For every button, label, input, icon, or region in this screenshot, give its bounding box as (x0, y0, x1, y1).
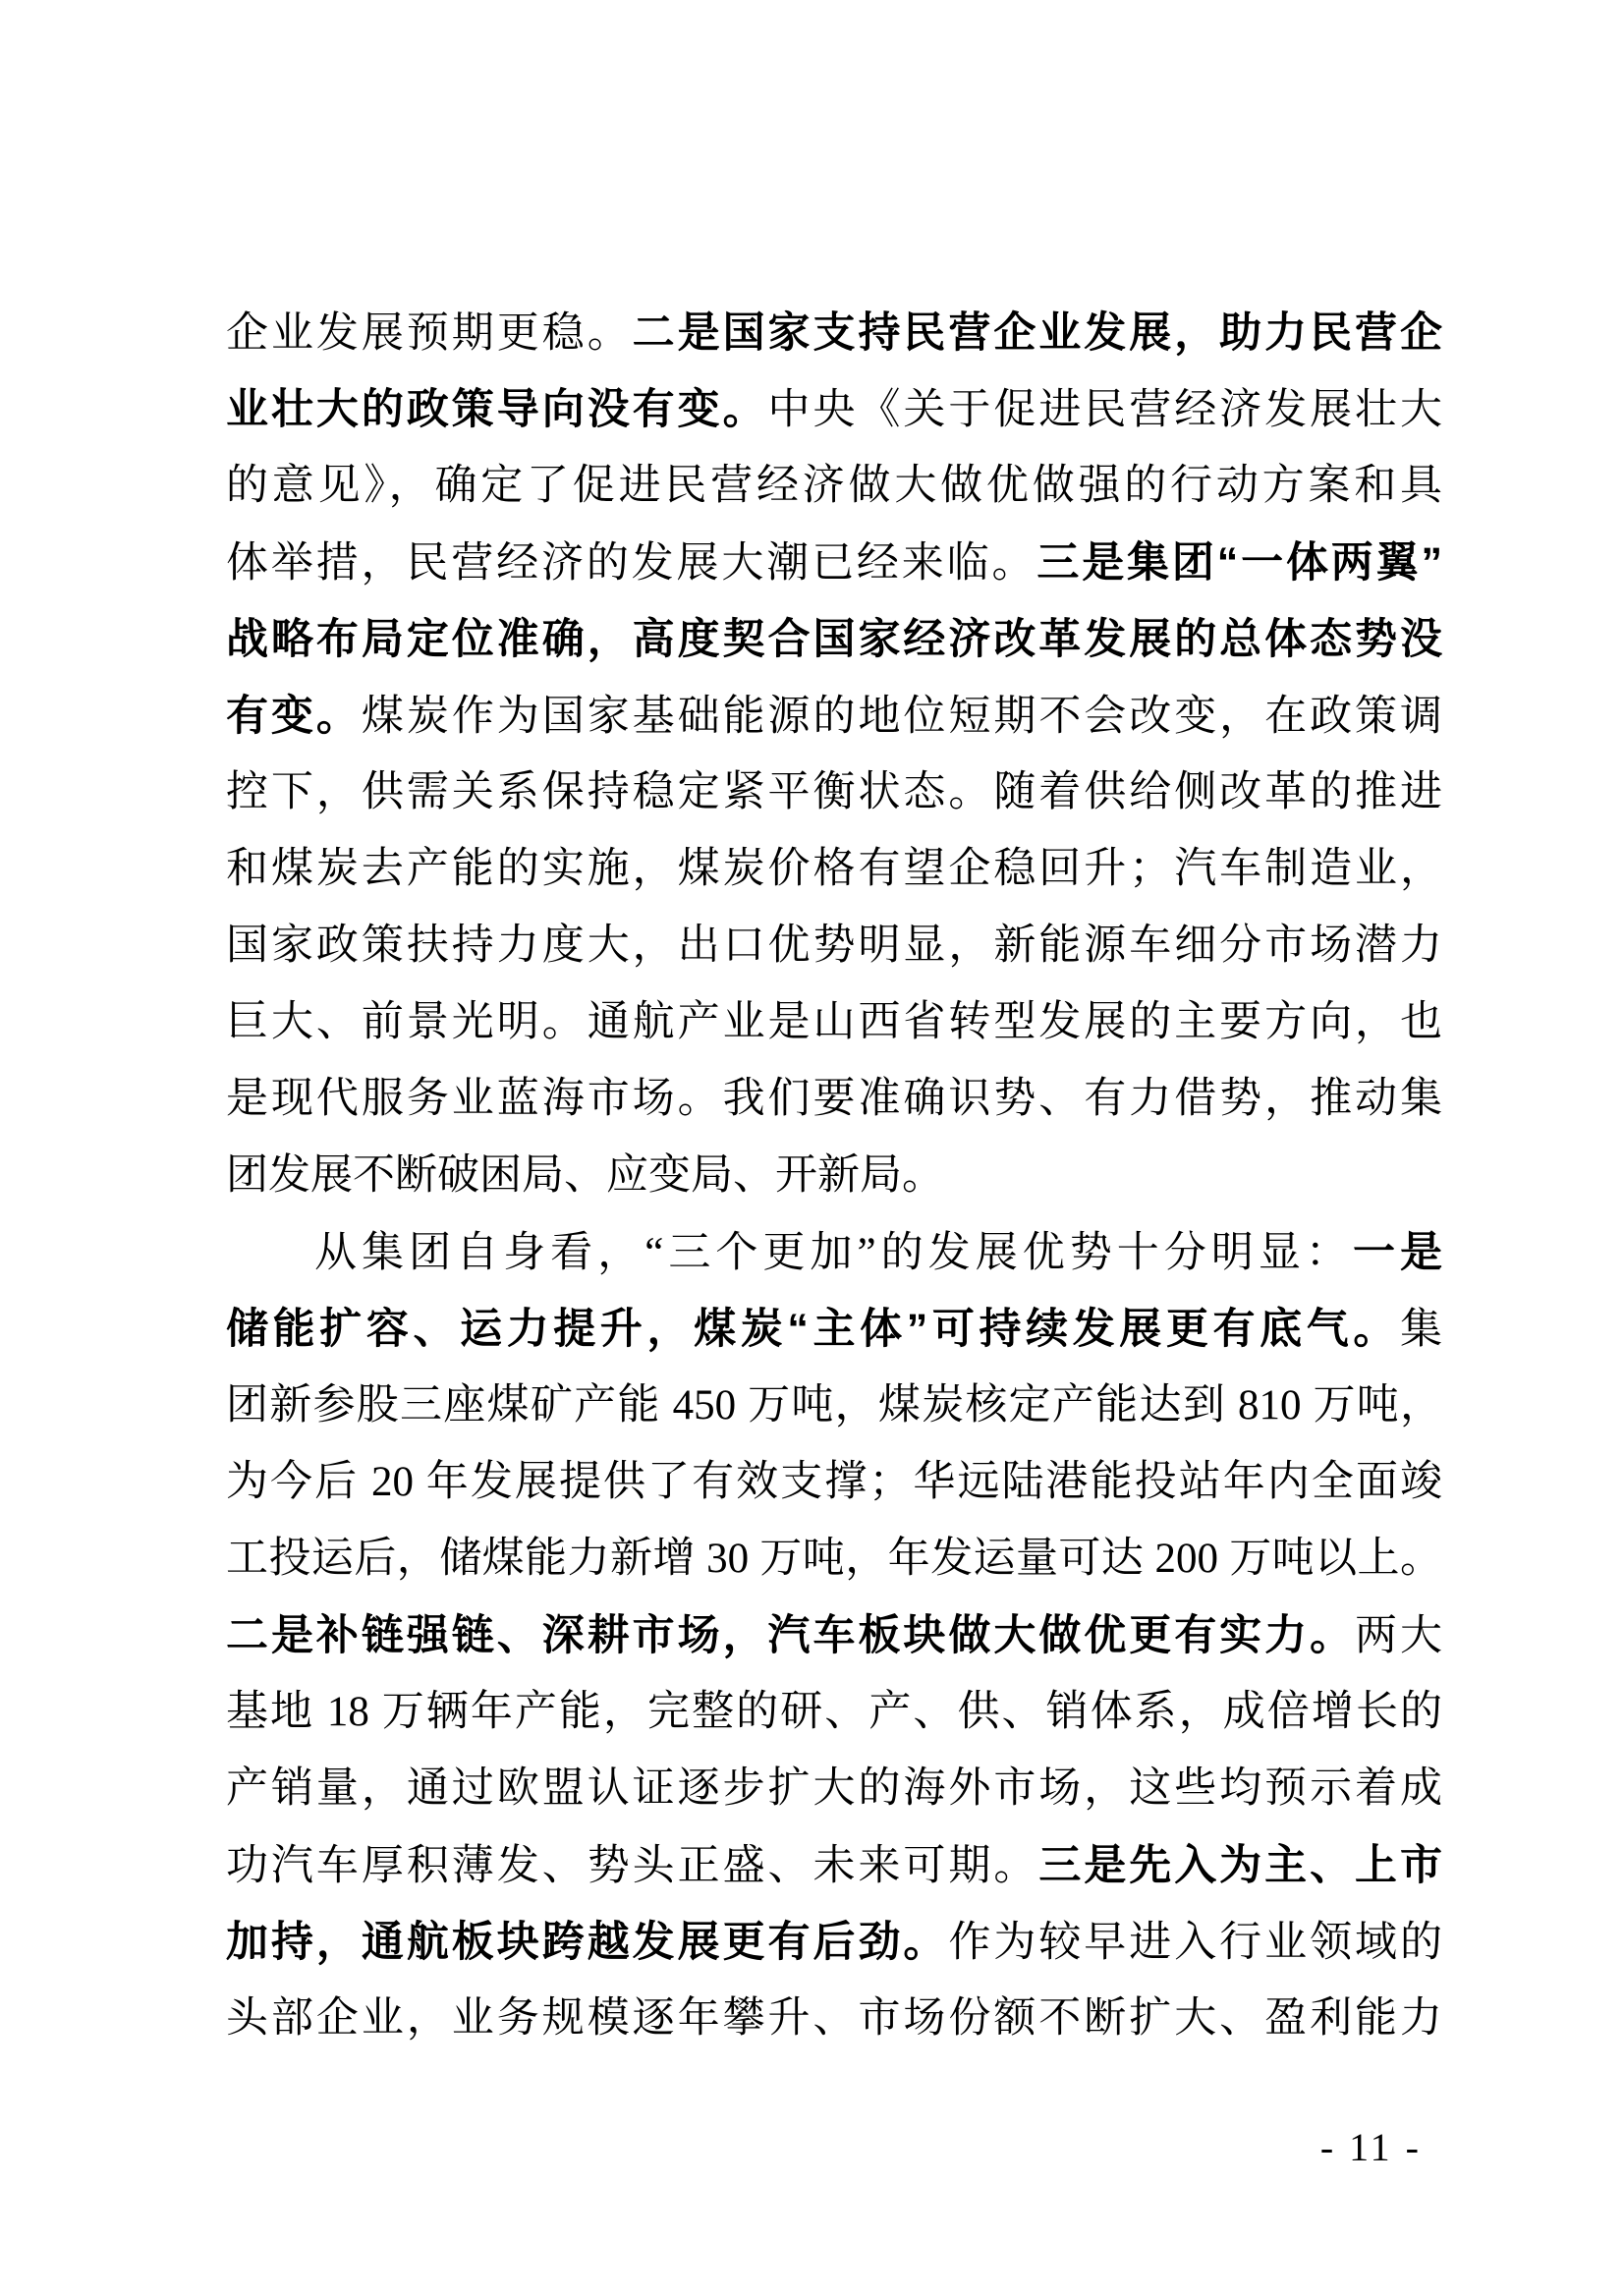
text-segment: 头部企业，业务规模逐年攀升、市场份额不断扩大、盈利能力 (226, 1995, 1442, 2042)
text-line (226, 1751, 1442, 1827)
text-segment: 是现代服务业蓝海市场。我们要准确识势、有力借势，推动集 (226, 1076, 1442, 1122)
text-line (226, 371, 1442, 448)
text-line (226, 1521, 1442, 1597)
text-segment: 作为较早进入行业领域的 (948, 1920, 1442, 1966)
bold-text-segment: 二是国家支持民营企业发展，助力民营企 (632, 309, 1442, 357)
text-line (226, 1061, 1442, 1138)
text-segment: 国家政策扶持力度大，出口优势明显，新能源车细分市场潜力 (226, 923, 1442, 969)
text-line (226, 1291, 1442, 1368)
text-segment: 团发展不断破困局、应变局、开新局。 (226, 1152, 944, 1199)
text-segment: 两大 (1355, 1613, 1442, 1659)
text-line (226, 984, 1442, 1061)
bold-text-segment: 一是 (1352, 1229, 1442, 1276)
text-line (226, 831, 1442, 908)
text-segment: 巨大、前景光明。通航产业是山西省转型发展的主要方向，也 (226, 999, 1442, 1045)
text-segment: 煤炭作为国家基础能源的地位短期不会改变，在政策调 (361, 694, 1442, 740)
text-segment: 控下，供需关系保持稳定紧平衡状态。随着供给侧改革的推进 (226, 769, 1442, 815)
text-segment: 基地 18 万辆年产能，完整的研、产、供、销体系，成倍增长的 (226, 1689, 1442, 1735)
text-line (226, 1138, 1442, 1214)
bold-text-segment: 业壮大的政策导向没有变。 (226, 386, 768, 433)
bold-text-segment: 战略布局定位准确，高度契合国家经济改革发展的总体态势没 (226, 616, 1442, 663)
document-body (226, 295, 1442, 2057)
text-line (226, 1368, 1442, 1444)
text-segment: 工投运后，储煤能力新增 30 万吨，年发运量可达 200 万吨以上。 (226, 1536, 1442, 1582)
bold-text-segment: 三是先入为主、上市 (1038, 1842, 1442, 1889)
text-line (226, 1674, 1442, 1751)
text-segment: 体举措，民营经济的发展大潮已经来临。 (226, 540, 1037, 587)
page-number: - 11 - (1319, 2125, 1422, 2169)
text-line (226, 1444, 1442, 1521)
text-line (226, 1214, 1442, 1291)
text-segment: 集 (1400, 1307, 1442, 1353)
text-segment: 产销量，通过欧盟认证逐步扩大的海外市场，这些均预示着成 (226, 1765, 1442, 1812)
text-line (226, 1597, 1442, 1674)
text-segment: 企业发展预期更稳。 (226, 310, 633, 357)
bold-text-segment: 二是补链强链、深耕市场，汽车板块做大做优更有实力。 (226, 1612, 1356, 1659)
text-line (226, 1904, 1442, 1981)
bold-text-segment: 三是集团“一体两翼” (1036, 539, 1442, 587)
text-segment: 中央《关于促进民营经济发展壮大 (767, 387, 1442, 433)
text-line (226, 1827, 1442, 1904)
text-line (226, 678, 1442, 755)
text-segment: 为今后 20 年发展提供了有效支撑；华远陆港能投站年内全面竣 (226, 1459, 1442, 1505)
text-segment: 从集团自身看，“三个更加”的发展优势十分明显： (314, 1230, 1353, 1276)
text-line (226, 755, 1442, 831)
text-line (226, 908, 1442, 984)
bold-text-segment: 有变。 (226, 693, 362, 740)
bold-text-segment: 加持，通航板块跨越发展更有后劲。 (226, 1919, 949, 1966)
text-line (226, 601, 1442, 678)
text-line (226, 525, 1442, 601)
bold-text-segment: 储能扩容、运力提升，煤炭“主体”可持续发展更有底气。 (226, 1306, 1400, 1353)
text-line (226, 448, 1442, 525)
text-segment: 的意见》，确定了促进民营经济做大做优做强的行动方案和具 (226, 463, 1442, 509)
text-line (226, 1981, 1442, 2057)
text-segment: 团新参股三座煤矿产能 450 万吨，煤炭核定产能达到 810 万吨， (226, 1382, 1442, 1428)
text-line (226, 295, 1442, 371)
text-segment: 功汽车厚积薄发、势头正盛、未来可期。 (226, 1843, 1039, 1889)
text-segment: 和煤炭去产能的实施，煤炭价格有望企稳回升；汽车制造业， (226, 846, 1442, 892)
